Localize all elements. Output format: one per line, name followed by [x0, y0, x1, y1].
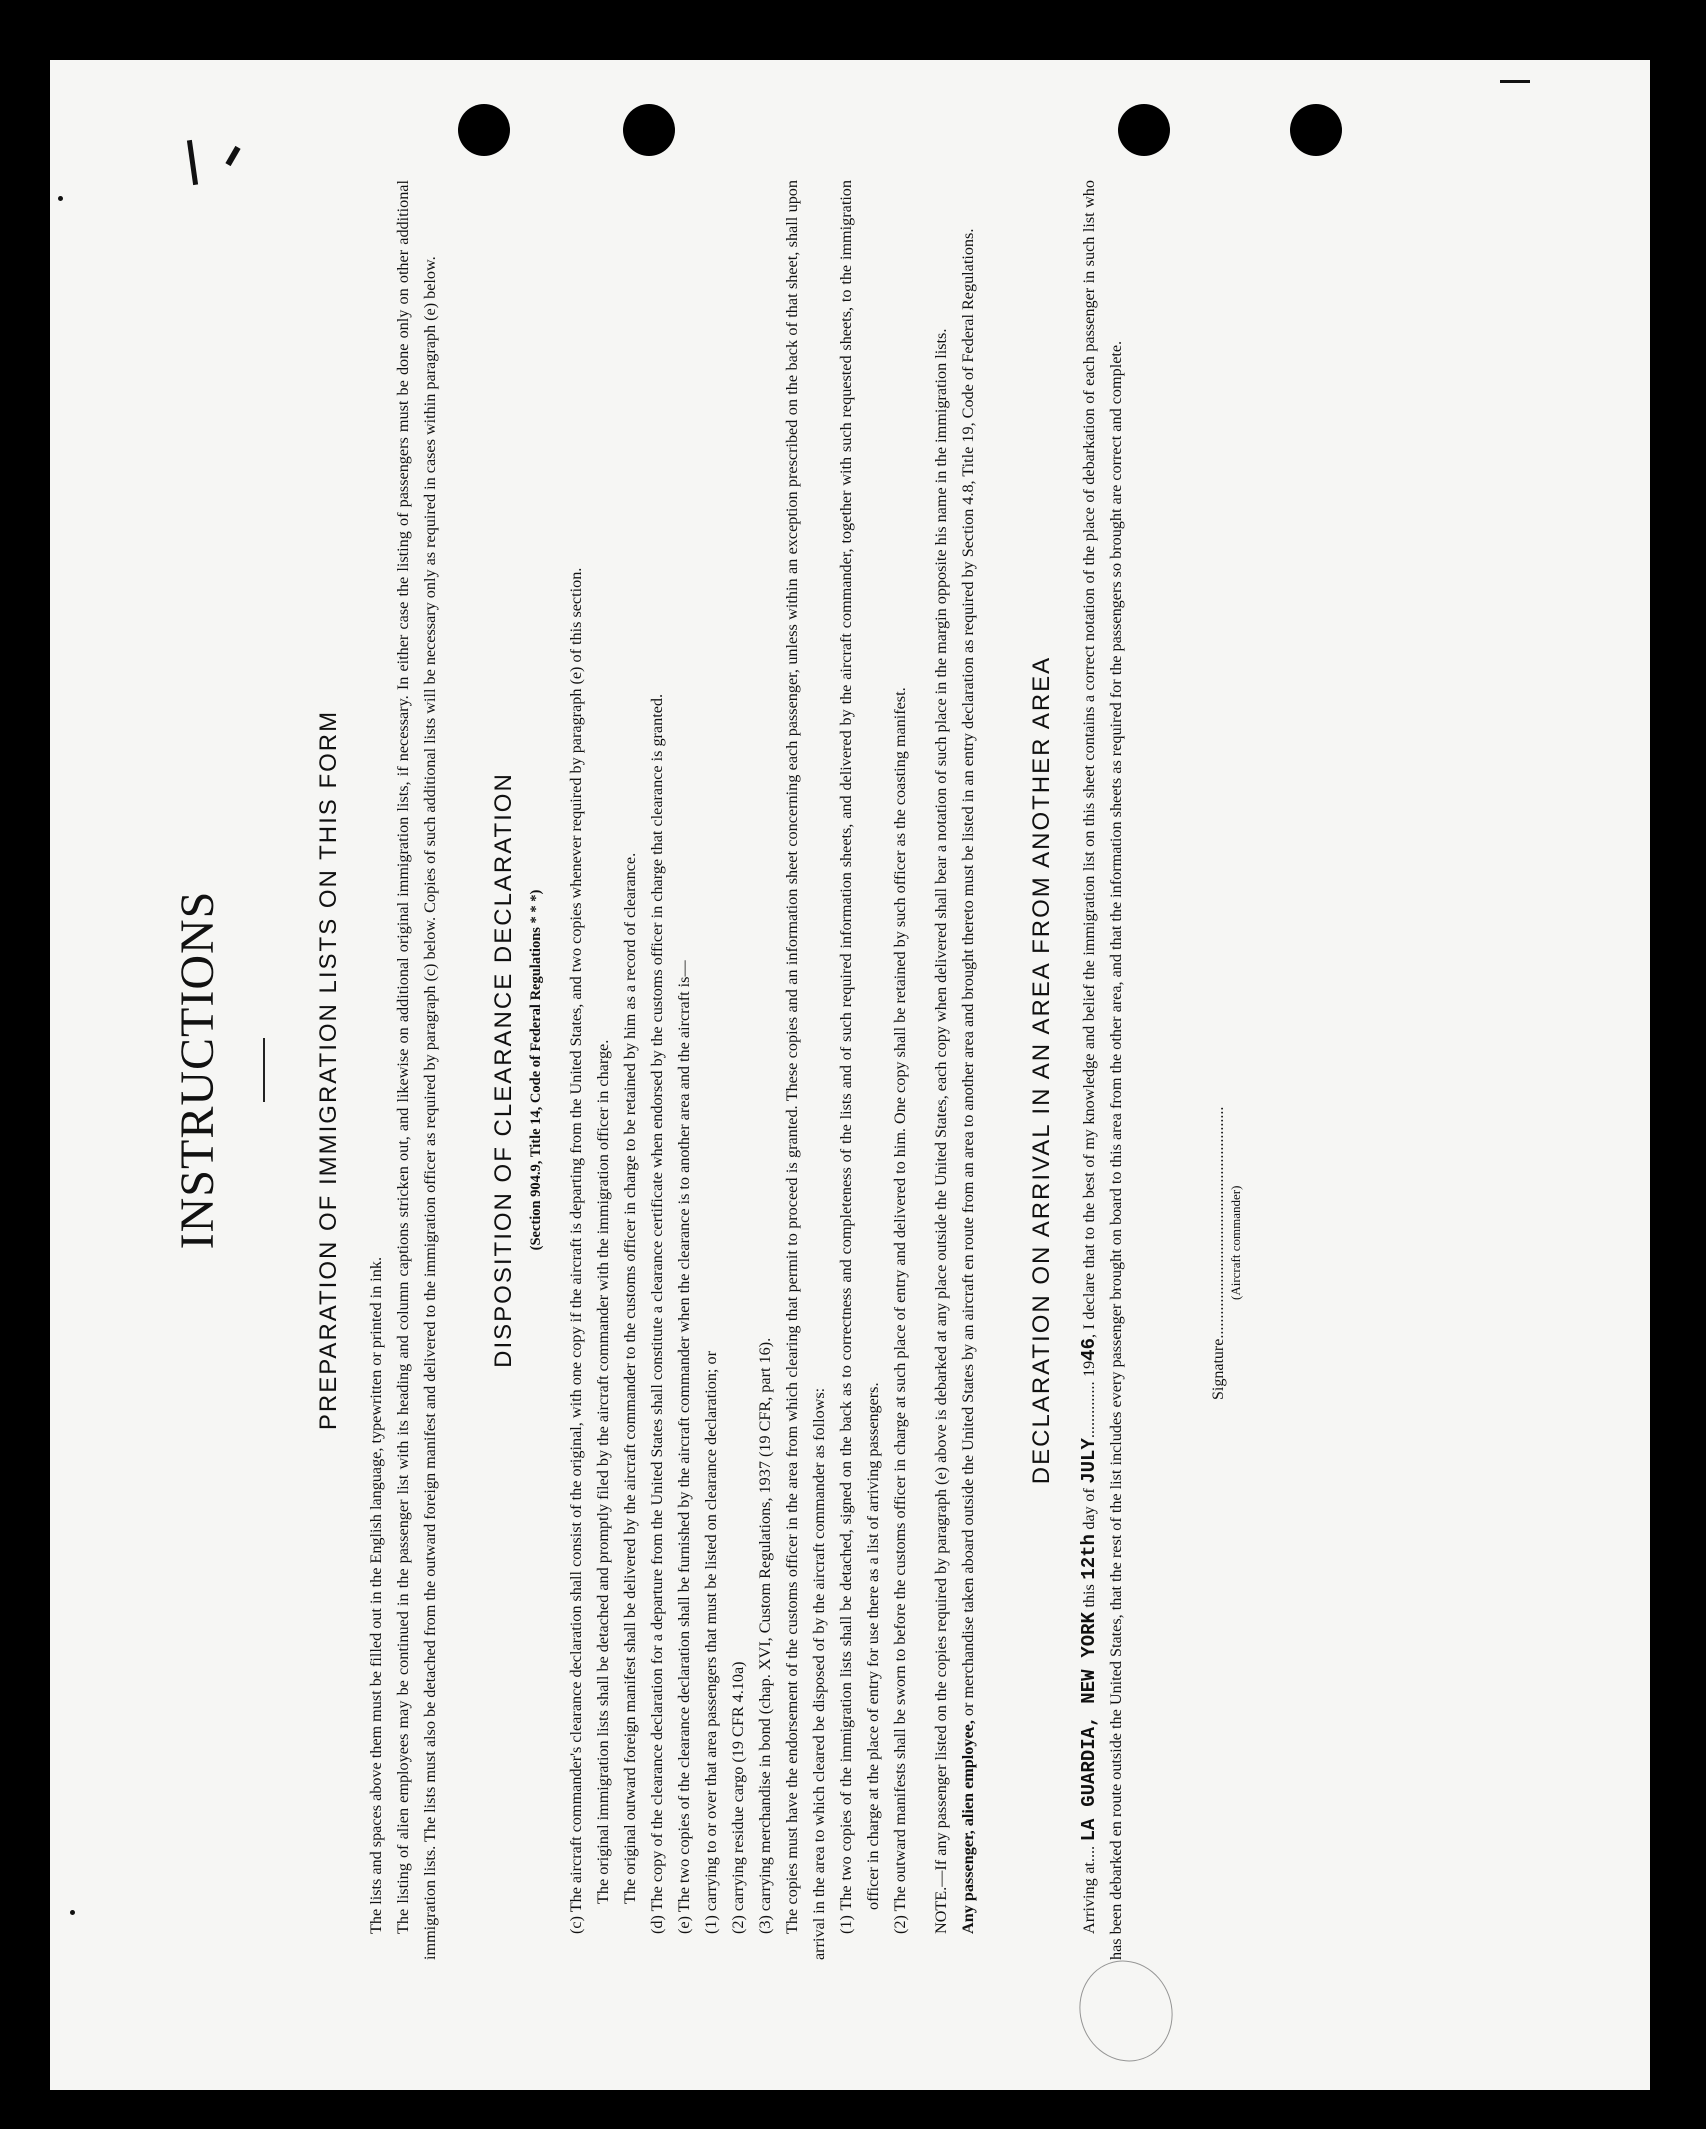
day-of-label: day of	[1080, 1488, 1098, 1530]
paragraph-s1: (1) The two copies of the immigration lists shall be detached, signed on the back as to correctness and completeness of the lists and of such required information sheets, and delivered by the aircraft commander, together with such requested sheets, to the immigration officer in charge at the place of entry for use there as a list of arriving passengers.	[837, 180, 882, 1934]
paragraph-c2: The original outward foreign manifest shall be delivered by the aircraft commander to the customs officer in charge to be retained by him as a record of clearance.	[621, 852, 639, 1904]
section-citation: (Section 904.9, Title 14, Code of Federal Regulations * * *)	[528, 889, 544, 1251]
paragraph-e3: (3) carrying merchandise in bond (chap. XVI, Custom Regulations, 1937 (19 CFR, part 16).	[756, 1337, 774, 1934]
arrival-year: 46	[1078, 1338, 1100, 1361]
section-heading-clearance: DISPOSITION OF CLEARANCE DECLARATION	[490, 772, 517, 1368]
punch-hole	[623, 104, 675, 156]
paragraph: The listing of alien employees may be continued in the passenger list with its heading and column captions stricken out, and likewise on additional original immigration lists, if necessary. In either case the listing of passengers must be done only on other additional immigration lists. The lists must also be detached from the outward foreign manifest and delivered to the immigration officer as required by paragraph (c) below. Copies of such additional lists will be necessary only as required in cases within paragraph (e) below.	[394, 180, 439, 1960]
punch-hole	[458, 104, 510, 156]
paragraph-d: (d) The copy of the clearance declaration for a departure from the United States shall constitute a clearance certificate when endorsed by the customs officer in charge that clearance is granted.	[648, 693, 666, 1934]
section-heading-declaration: DECLARATION ON ARRIVAL IN AN AREA FROM ANOTHER AREA	[1028, 655, 1055, 1485]
paragraph-c: (c) The aircraft commander's clearance declaration shall consist of the original, with one copy if the aircraft is departing from the United States, and two copies whenever required by paragraph (e) of this section.	[567, 567, 585, 1934]
paragraph-copies: The copies must have the endorsement of the customs officer in the area from which clearing that permit to proceed is granted. These copies and an information sheet concerning each passenger, unless within an exception prescribed on the back of that sheet, shall upon arrival in the area to which cleared be disposed of by the aircraft commander as follows:	[783, 180, 828, 1960]
paragraph-any	[955, 180, 982, 1960]
rotated-content	[120, 180, 1340, 1960]
paragraph-c1: The original immigration lists shall be detached and promptly filed by the aircraft commander with the immigration officer in charge.	[594, 1039, 612, 1904]
ink-mark	[70, 1910, 75, 1915]
punch-hole	[1290, 104, 1342, 156]
signature-line	[1210, 180, 1228, 1960]
arrival-day: 12th	[1078, 1534, 1100, 1580]
paragraph-e: (e) The two copies of the clearance declaration shall be furnished by the aircraft commander when the clearance is to another area and the aircraft is—	[675, 960, 693, 1934]
paragraph-e2: (2) carrying residue cargo (19 CFR 4.10a)	[729, 1661, 747, 1934]
signature-label: Signature	[1210, 1338, 1227, 1400]
signature-dots: ..........................................................	[1210, 1106, 1227, 1339]
declaration-body: , I declare that to the best of my knowledge and belief the immigration list on this sheet contains a correct notation of the place of debarkation of each passenger in such list who has been debarked en route outside the United States, that the rest of the list includes every passenger brought on board to this area from the other area, and that the information sheets as required for the passengers so brought are correct and complete.	[1080, 180, 1125, 1960]
paragraph-e1: (1) carrying to or over that area passengers that must be listed on clearance declaration; or	[702, 1351, 720, 1934]
punch-hole	[1118, 104, 1170, 156]
this-label: this	[1080, 1584, 1098, 1608]
arrival-place: LA GUARDIA, NEW YORK	[1078, 1612, 1100, 1842]
section-heading-preparation: PREPARATION OF IMMIGRATION LISTS ON THIS FORM	[315, 709, 342, 1431]
declaration-paragraph	[1076, 180, 1130, 1960]
paragraph-s2: (2) The outward manifests shall be sworn to before the customs officer in charge at such place of entry and delivered to him. One copy shall be retained by such officer as the coasting manifest.	[891, 687, 909, 1934]
signature-caption: (Aircraft commander)	[1228, 1185, 1243, 1300]
ink-mark	[187, 140, 198, 185]
any-bold-text: Any passenger, alien employee,	[959, 1720, 977, 1934]
any-rest-text: or merchandise taken aboard outside the United States by an aircraft en route from an area to another area and brought thereto must be listed in an entry declaration as required by Section 4.8, Title 19, Code of Federal Regulations.	[959, 228, 977, 1721]
dots: ....	[1080, 1845, 1098, 1863]
ink-mark	[1500, 80, 1530, 83]
paragraph-note: NOTE.—If any passenger listed on the copies required by paragraph (e) above is debarked at any place outside the United States, each copy when delivered shall bear a notation of such place in the margin opposite his name in the immigration lists.	[932, 328, 950, 1934]
page-title: INSTRUCTIONS	[171, 890, 224, 1250]
ink-mark	[58, 196, 63, 201]
ink-mark	[225, 146, 240, 166]
arriving-label: Arriving at	[1080, 1862, 1098, 1934]
dots: ..............	[1080, 1381, 1098, 1439]
paragraph: The lists and spaces above them must be filled out in the English language, typewritten or printed in ink.	[367, 1256, 385, 1934]
pencil-scribble	[1065, 1947, 1186, 2074]
year-prefix: 19	[1080, 1360, 1098, 1378]
arrival-month: JULY	[1078, 1438, 1100, 1484]
title-rule	[263, 1038, 265, 1102]
